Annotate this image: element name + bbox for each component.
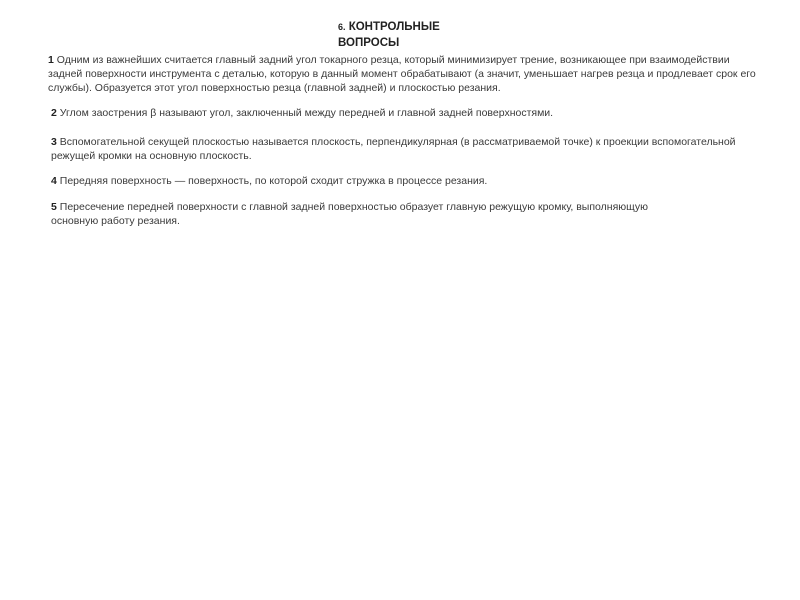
- question-5: [51, 200, 691, 228]
- question-number: 2: [51, 107, 57, 119]
- question-number: 5: [51, 201, 57, 213]
- question-number: 1: [48, 54, 54, 66]
- question-text: Вспомогательной секущей плоскостью называется плоскость, перпендикулярная (в рассматриваемой точке) к проекции вспомогательной режущей кромки на основную плоскость.: [51, 136, 736, 162]
- question-3: [51, 135, 751, 163]
- question-number: 3: [51, 136, 57, 148]
- question-text: Углом заострения β называют угол, заключенный между передней и главной задней поверхностями.: [59, 107, 554, 119]
- question-text: Пересечение передней поверхности с главной задней поверхностью образует главную режущую кромку, выполняющую основную работу резания.: [51, 201, 649, 227]
- question-text: Одним из важнейших считается главный задний угол токарного резца, который минимизирует трение, возникающее при взаимодействии задней поверхности инструмента с деталью, которую в данный момент обрабатывают (а значит, уменьшает нагрев резца и продлевает срок его службы). Образуется этот угол поверхностью резца (главной задней) и плоскостью резания.: [48, 54, 756, 94]
- section-title-line1: КОНТРОЛЬНЫЕ: [348, 21, 440, 33]
- question-1: [48, 53, 760, 95]
- section-number: 6.: [338, 22, 346, 32]
- question-2: [51, 106, 751, 120]
- section-title-line2: ВОПРОСЫ: [338, 37, 400, 49]
- section-title: [338, 19, 440, 51]
- question-number: 4: [51, 175, 57, 187]
- question-4: [51, 174, 751, 188]
- question-text: Передняя поверхность — поверхность, по которой сходит стружка в процессе резания.: [59, 175, 488, 187]
